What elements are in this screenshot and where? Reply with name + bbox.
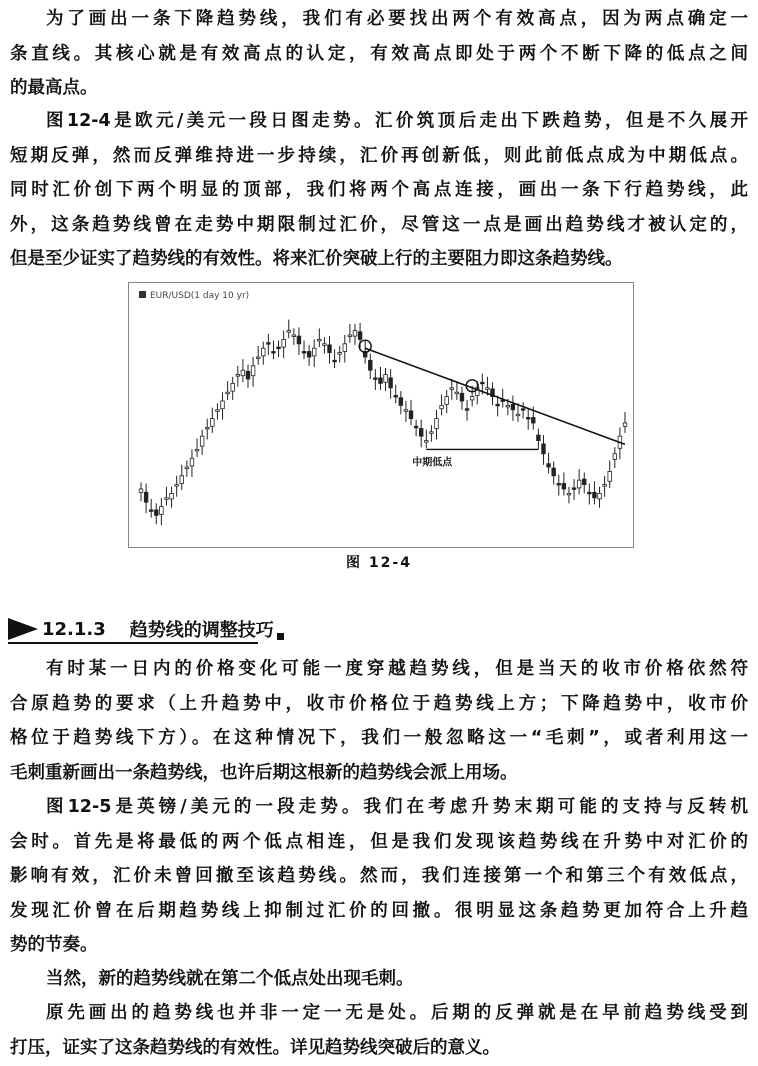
text-line: 条直线。其核心就是有效高点的认定，有效高点即处于两个不断下降的低点之间: [10, 43, 748, 64]
candle-body: [175, 485, 179, 487]
candle-body: [374, 378, 378, 380]
candle-body: [516, 414, 520, 416]
section-number: 12.1.3: [42, 618, 106, 640]
candle-body: [511, 404, 515, 410]
candle-body: [506, 405, 510, 407]
candle-body: [251, 366, 255, 376]
text-line: 会时。首先是将最低的两个低点相连，但是我们发现该趋势线在升势中对汇价的: [10, 831, 748, 852]
candle-body: [608, 471, 612, 481]
paragraph-4: [10, 790, 748, 963]
text-line: 但是至少证实了趋势线的有效性。将来汇价突破上行的主要阻力即这条趋势线。: [10, 249, 623, 269]
text-line: 发现汇价曾在后期趋势线上抑制过汇价的回撤。很明显这条趋势更加符合上升趋: [10, 900, 748, 921]
candle-body: [348, 335, 352, 337]
candle-body: [598, 493, 602, 499]
candle-body: [562, 484, 566, 490]
candle-body: [358, 332, 362, 340]
candle-body: [588, 492, 592, 494]
text-line: 原先画出的趋势线也并非一定一无是处。后期的反弹就是在早前趋势线受到: [46, 1003, 748, 1023]
text-line: 的最高点。: [10, 78, 98, 98]
paragraph-1: [10, 2, 748, 106]
candle-body: [200, 436, 204, 446]
candle-body: [226, 392, 230, 394]
candle-body: [404, 410, 408, 412]
candle-body: [338, 353, 342, 355]
candle-body: [216, 410, 220, 412]
candle-body: [149, 510, 153, 512]
candle-body: [455, 392, 459, 394]
candle-body: [531, 418, 535, 424]
candle-body: [582, 479, 586, 485]
text-line: 当然，新的趋势线就在第二个低点处出现毛刺。: [46, 969, 414, 989]
paragraph-6: [10, 996, 748, 1065]
candle-body: [593, 492, 597, 498]
candle-body: [272, 352, 276, 354]
text-line: 短期反弹，然而反弹维持进一步持续，汇价再创新低，则此前低点成为中期低点。: [10, 145, 748, 166]
candle-body: [547, 464, 551, 467]
candle-body: [170, 493, 174, 499]
candle-body: [292, 335, 296, 337]
candle-body: [623, 423, 627, 426]
candle-body: [419, 429, 423, 437]
figure-12-4: [128, 282, 634, 548]
candle-body: [399, 398, 403, 406]
text-line: 图12-4是欧元/美元一段日图走势。汇价筑顶后走出下跌趋势，但是不久展开: [46, 111, 748, 131]
text-line: 有时某一日内的价格变化可能一度穿越趋势线，但是当天的收市价格依然符: [46, 659, 748, 679]
candle-body: [282, 339, 286, 347]
candle-body: [460, 393, 464, 401]
candle-body: [425, 441, 429, 443]
candle-body: [394, 396, 398, 398]
text-line: 为了画出一条下降趋势线，我们有必要找出两个有效高点，因为两点确定一: [46, 9, 748, 29]
text-line: 外，这条趋势线曾在走势中期限制过汇价，尽管这一点是画出趋势线才被认定的，: [10, 214, 748, 235]
candle-body: [221, 401, 225, 409]
candle-body: [318, 339, 322, 341]
candle-body: [160, 507, 164, 515]
candle-body: [343, 344, 347, 352]
chart-legend: EUR/USD(1 day 10 yr): [150, 291, 250, 301]
candle-body: [613, 454, 617, 460]
candle-body: [241, 370, 245, 376]
candle-body: [154, 510, 158, 516]
candle-body: [236, 375, 240, 377]
candle-body: [409, 411, 413, 419]
arrow-icon: [8, 618, 38, 640]
candle-body: [139, 489, 143, 492]
candle-body: [470, 397, 474, 400]
candle-body: [572, 488, 576, 490]
candle-body: [577, 480, 581, 488]
text-line: 毛刺重新画出一条趋势线，也许后期这根新的趋势线会派上用场。: [10, 762, 518, 783]
candle-body: [414, 426, 418, 428]
candle-body: [307, 352, 311, 358]
candle-body: [481, 382, 485, 384]
paragraph-2: [10, 104, 748, 277]
candle-body: [552, 468, 556, 476]
paragraph-3: [10, 652, 748, 790]
legend-swatch-icon: [139, 291, 146, 298]
candle-body: [256, 357, 260, 359]
candle-body: [267, 343, 271, 345]
candle-body: [261, 348, 265, 356]
candle-body: [185, 467, 189, 469]
candle-body: [328, 345, 332, 353]
candle-body: [353, 331, 357, 337]
candle-body: [277, 347, 281, 349]
candle-body: [567, 493, 571, 495]
paragraph-5: [10, 962, 748, 997]
candle-body: [379, 378, 383, 384]
candle-body: [465, 409, 469, 411]
candle-body: [297, 336, 301, 344]
candle-body: [445, 397, 449, 405]
section-underline: [8, 642, 258, 644]
candle-body: [389, 378, 393, 388]
section-heading: [8, 616, 284, 642]
candle-body: [430, 432, 434, 434]
candlestick-chart: [129, 283, 633, 547]
candle-body: [323, 344, 327, 346]
text-line: 格位于趋势线下方）。在这种情况下，我们一般忽略这一“毛刺”，或者利用这一: [10, 728, 748, 748]
candle-body: [246, 371, 250, 379]
section-end-mark: [277, 633, 284, 640]
text-line: 势的节奏。: [10, 935, 98, 955]
text-line: 合原趋势的要求（上升趋势中，收市价格位于趋势线上方；下降趋势中，收市价: [10, 693, 748, 714]
candle-body: [195, 449, 199, 451]
figure-caption: 图 12-4: [346, 555, 412, 571]
candle-body: [231, 383, 235, 391]
candle-body: [521, 409, 525, 411]
candle-body: [287, 331, 291, 333]
candle-body: [190, 458, 194, 466]
annotation-mid-term-low: 中期低点: [412, 457, 453, 469]
candle-body: [435, 419, 439, 429]
candle-body: [211, 419, 215, 427]
candle-body: [368, 360, 372, 370]
candle-body: [205, 427, 209, 429]
candle-body: [180, 476, 184, 484]
text-line: 影响有效，汇价未曾回撤至该趋势线。然而，我们连接第一个和第三个有效低点，: [10, 866, 748, 886]
candle-body: [603, 485, 607, 487]
candles-group: [139, 320, 627, 526]
text-line: 打压，证实了这条趋势线的有效性。详见趋势线突破后的意义。: [10, 1037, 500, 1058]
text-line: 图12-5是英镑/美元的一段走势。我们在考虑升势末期可能的支持与反转机: [46, 797, 748, 817]
candle-body: [526, 418, 530, 420]
section-title: 趋势线的调整技巧: [129, 620, 274, 641]
candle-body: [384, 375, 388, 383]
candle-body: [542, 444, 546, 454]
candle-body: [537, 435, 541, 441]
candle-body: [557, 484, 561, 486]
text-line: 同时汇价创下两个明显的顶部，我们将两个高点连接，画出一条下行趋势线，此: [10, 180, 748, 200]
candle-body: [333, 360, 337, 362]
candle-body: [302, 352, 306, 354]
candle-body: [165, 498, 169, 500]
downtrend-line: [365, 348, 625, 444]
candle-body: [486, 388, 490, 390]
candle-body: [144, 492, 148, 502]
candle-body: [312, 348, 316, 356]
candle-body: [450, 388, 454, 390]
candle-body: [496, 404, 500, 406]
candle-body: [440, 405, 444, 408]
